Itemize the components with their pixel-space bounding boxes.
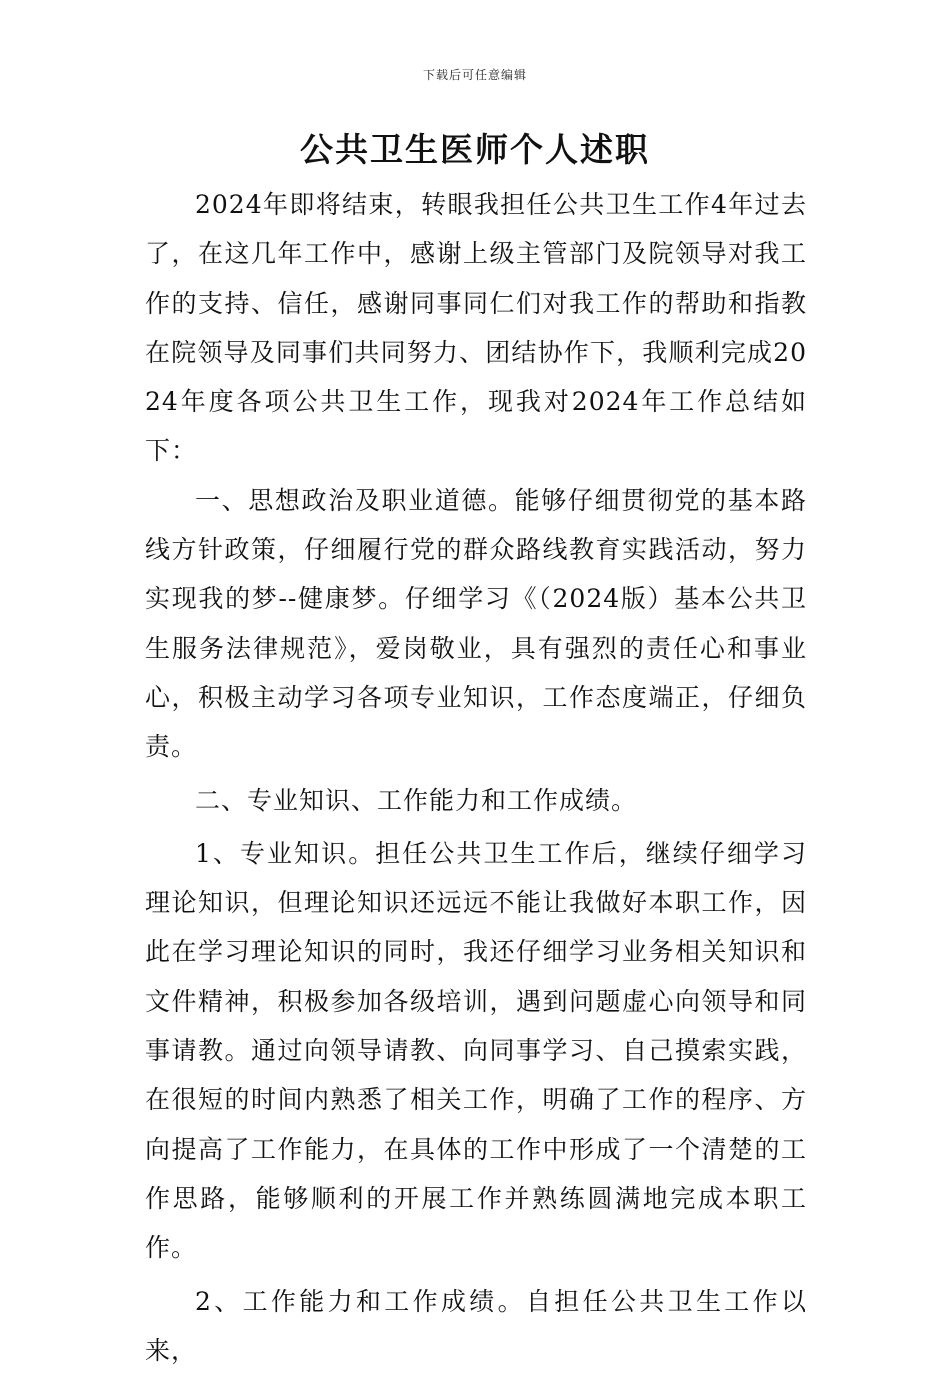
- document-body: [145, 180, 807, 1375]
- paragraph-intro: 2024年即将结束，转眼我担任公共卫生工作4年过去了，在这几年工作中，感谢上级主管部门及院领导对我工作的支持、信任，感谢同事同仁们对我工作的帮助和指教在院领导及同事们共同努力、团结协作下，我顺利完成2024年度各项公共卫生工作，现我对2024年工作总结如下：: [145, 190, 807, 466]
- document-title: 公共卫生医师个人述职: [300, 130, 650, 169]
- paragraph-professional-knowledge: 1、专业知识。担任公共卫生工作后，继续仔细学习理论知识，但理论知识还远远不能让我做好本职工作，因此在学习理论知识的同时，我还仔细学习业务相关知识和文件精神，积极参加各级培训，遇到问题虚心向领导和同事请教。通过向领导请教、向同事学习、自己摸索实践，在很短的时间内熟悉了相关工作，明确了工作的程序、方向提高了工作能力，在具体的工作中形成了一个清楚的工作思路，能够顺利的开展工作并熟练圆满地完成本职工作。: [145, 838, 807, 1263]
- paragraph-section-heading: 二、专业知识、工作能力和工作成绩。: [195, 785, 638, 815]
- paragraph-ideology: 一、思想政治及职业道德。能够仔细贯彻党的基本路线方针政策，仔细履行党的群众路线教育实践活动，努力实现我的梦--健康梦。仔细学习《（2024版）基本公共卫生服务法律规范》，爱岗敬业，具有强烈的责任心和事业心，积极主动学习各项专业知识，工作态度端正，仔细负责。: [145, 485, 807, 762]
- paragraph-work-ability: 2、工作能力和工作成绩。自担任公共卫生工作以来，: [145, 1286, 807, 1365]
- header-note: 下载后可任意编辑: [422, 68, 527, 82]
